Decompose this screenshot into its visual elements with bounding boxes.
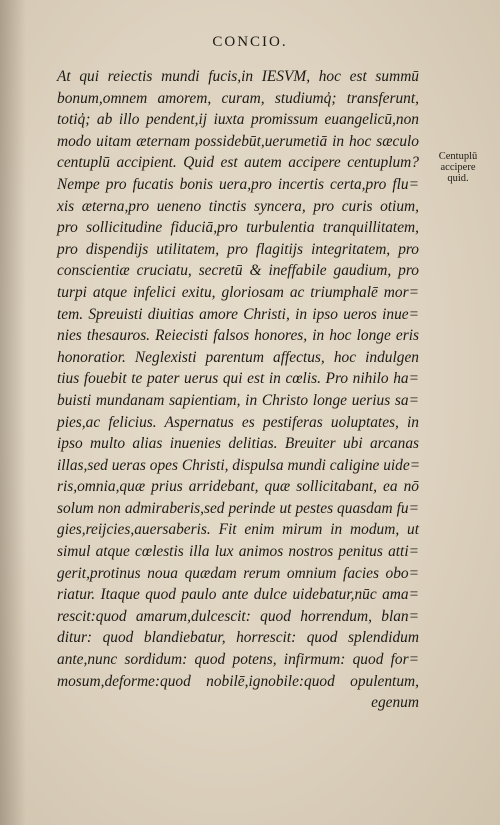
marginal-note-line: quid. [447,173,469,184]
text-line: gerit,protinus noua quædam rerum omnium facies obo= [57,564,419,582]
text-line: bonum,omnem amorem, curam, studiumq̓; transferunt, [57,89,419,107]
gutter-shadow [0,0,26,825]
catchword: egenum [371,694,419,712]
text-line: rescit:quod amarum,dulcescit: quod horrendum, blan= [57,607,419,625]
text-line: pies,ac felicius. Aspernatus es pestiferas uoluptates, in [57,413,419,431]
text-line: gies,reijcies,auersaberis. Fit enim mirum in modum, ut [57,521,419,539]
text-line: nies thesauros. Reiecisti falsos honores, in hoc longe eris [57,327,419,345]
text-line: riatur. Itaque quod paulo ante dulce uidebatur,nūc ama= [57,586,419,604]
text-line: honoratior. Neglexisti parentum affectus, hoc indulgen [57,348,419,366]
text-line: ipso multo alias inuenies delitias. Breuiter ubi arcanas [57,435,419,453]
text-line: turpi atque infelici exitu, gloriosam ac triumphalē mor= [57,283,419,301]
text-line: tem. Spreuisti diuitias amore Christi, in ipso ueros inue= [57,305,419,323]
text-line: buisti mundanam sapientiam, in Christo longe uerius sa= [57,391,419,409]
text-line: simul atque cœlestis illa lux animos nostros penitus atti= [57,543,419,561]
text-line: At qui reiectis mundi fucis,in IESVM, hoc est summū [57,68,419,85]
marginal-note-line: accipere [440,162,476,173]
text-line: modo uitam æternam possidebūt,uerumetiā in hoc sæculo [57,132,419,150]
text-line: mosum,deforme:quod nobilē,ignobile:quod opulentum, [57,672,419,690]
text-line: totiq̓; ab illo pendent,ij iuxta promissum euangelicū,non [57,111,419,129]
body-text [57,66,419,714]
text-line: illas,sed ueras opes Christi, dispulsa mundi caligine uide= [57,456,421,474]
text-line: ditur: quod blandiebatur, horrescit: quod splendidum [57,629,419,647]
text-line: tius fouebit te pater uerus qui est in cœlis. Pro nihilo ha= [57,370,419,388]
text-line: conscientiæ cruciatu, secretū & ineffabile gaudium, pro [57,262,419,280]
text-line: ris,omnia,quæ prius arridebant, quæ sollicitabant, ea nō [57,478,419,496]
marginal-note-line: Centuplū [438,151,478,162]
text-line: solum non admiraberis,sed perinde ut pestes quasdam fu= [57,499,419,517]
text-line: xis æterna,pro ueneno tinctis syncera, pro curis otium, [57,197,419,215]
text-line: ante,nunc sordidum: quod potens, infirmum: quod for= [57,651,419,669]
text-line: pro sollicitudine fiduciā,pro turbulentia tranquillitatem, [57,219,419,237]
marginal-note [418,151,498,184]
text-line: pro dispendijs utilitatem, pro flagitijs integritatem, pro [57,240,419,258]
text-line: Nempe pro fucatis bonis uera,pro incertis certa,pro flu= [57,175,419,193]
text-line: centuplū accipient. Quid est autem accipere centuplum? [57,154,419,172]
running-head: CONCIO. [212,34,288,50]
